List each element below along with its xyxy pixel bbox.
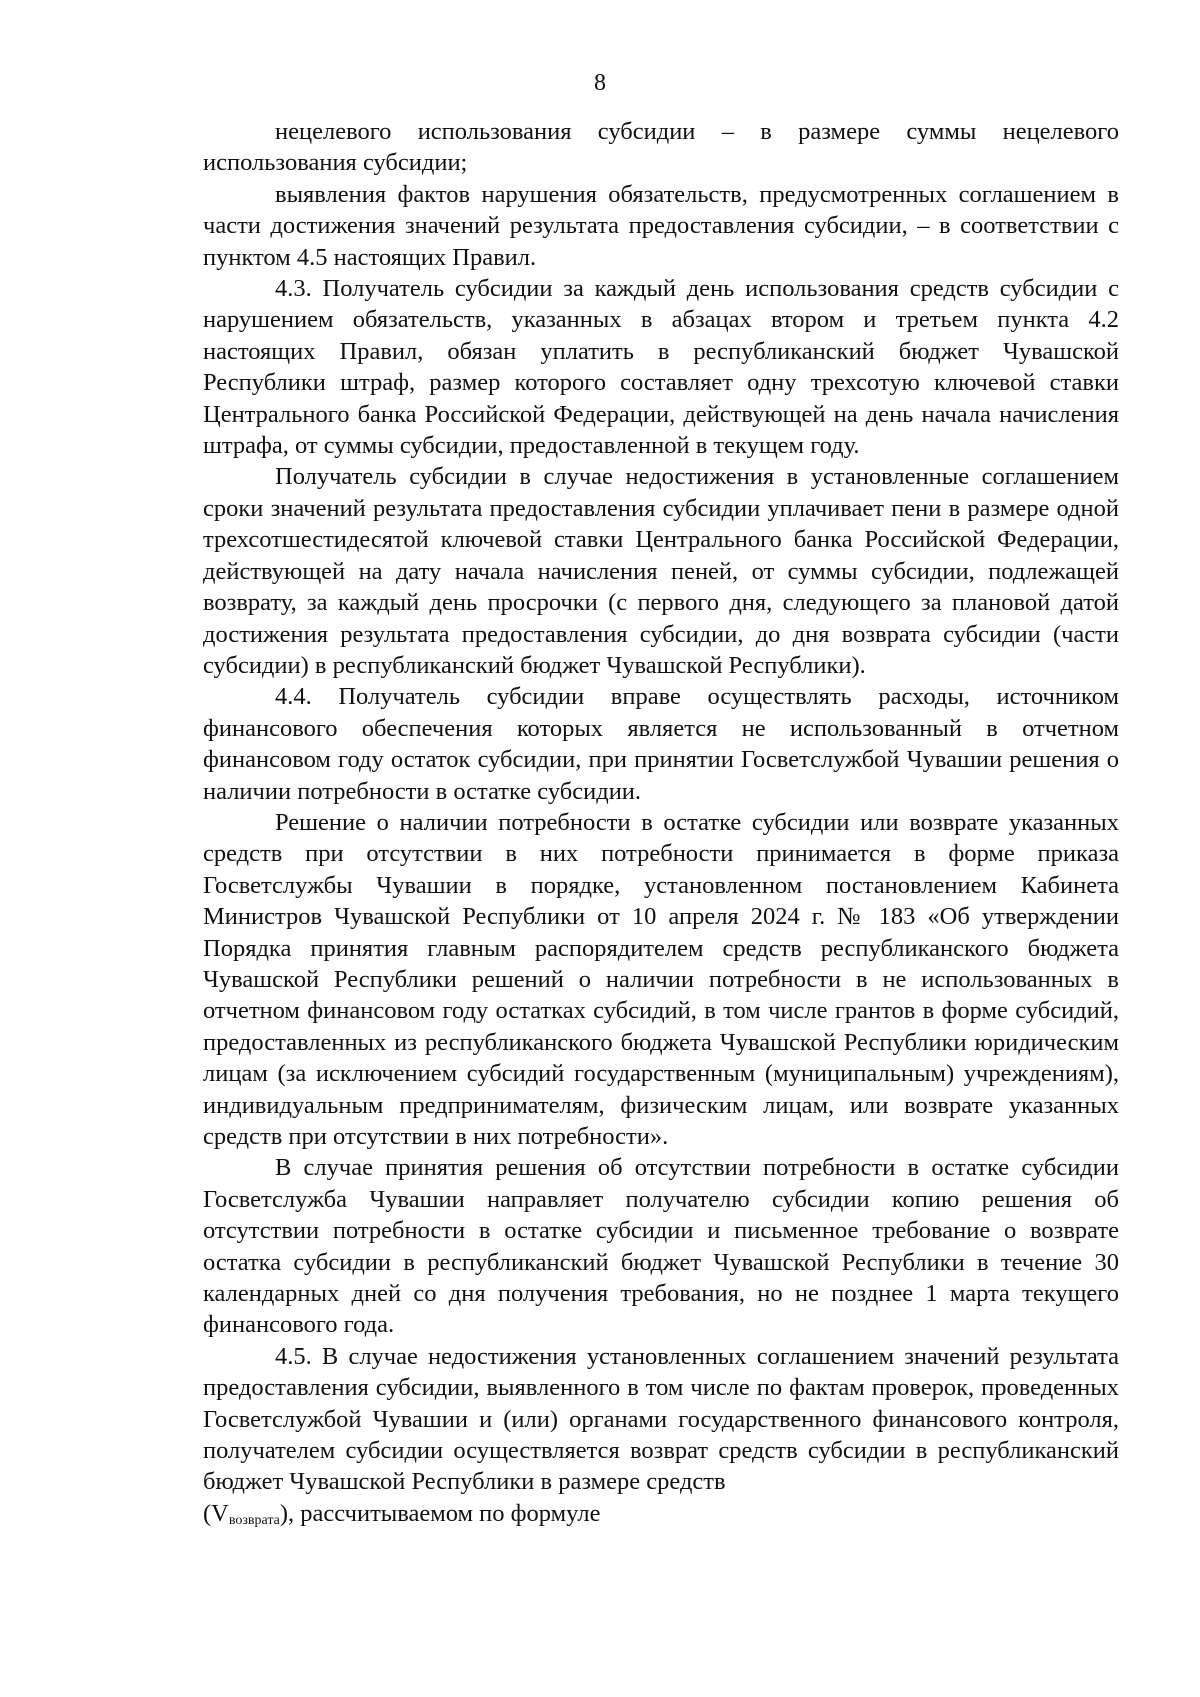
- paragraph-3: 4.3. Получатель субсидии за каждый день использования средств субсидии с нарушением обязательств, указанных в абзацах втором и третьем пункта 4.2 настоящих Правил, обязан уплатить в республиканский бюджет Чувашской Республики штраф, размер которого составляет одну трехсотую ключевой ставки Центрального банка Российской Федерации, действующей на день начала начисления штрафа, от суммы субсидии, предоставленной в текущем году.: [203, 275, 1119, 460]
- paragraph-7: В случае принятия решения об отсутствии потребности в остатке субсидии Госветслужба Чувашии направляет получателю субсидии копию решения об отсутствии потребности в остатке субсидии и письменное требование о возврате остатка субсидии в республиканский бюджет Чувашской Республики в течение 30 календарных дней со дня получения требования, но не позднее 1 марта текущего финансового года.: [203, 1154, 1119, 1339]
- document-body: [203, 116, 1119, 1529]
- formula-line: [203, 1498, 1119, 1529]
- paragraph-1: нецелевого использования субсидии – в размере суммы нецелевого использования субсидии;: [203, 118, 1119, 177]
- formula-symbol: (V: [203, 1499, 229, 1527]
- paragraph-5: 4.4. Получатель субсидии вправе осуществлять расходы, источником финансового обеспечения которых является не использованный в отчетном финансовом году остаток субсидии, при принятии Госветслужбой Чувашии решения о наличии потребности в остатке субсидии.: [203, 683, 1119, 805]
- formula-text: ), рассчитываемом по формуле: [279, 1499, 601, 1527]
- page-number: 8: [594, 70, 606, 96]
- paragraph-4: Получатель субсидии в случае недостижения в установленные соглашением сроки значений результата предоставления субсидии уплачивает пени в размере одной трехсотшестидесятой ключевой ставки Центрального банка Российской Федерации, действующей на дату начала начисления пеней, от суммы субсидии, подлежащей возврату, за каждый день просрочки (с первого дня, следующего за плановой датой достижения результата предоставления субсидии, до дня возврата субсидии (части субсидии) в республиканский бюджет Чувашской Республики).: [203, 463, 1119, 679]
- paragraph-6: Решение о наличии потребности в остатке субсидии или возврате указанных средств при отсутствии в них потребности принимается в форме приказа Госветслужбы Чувашии в порядке, установленном постановлением Кабинета Министров Чувашской Республики от 10 апреля 2024 г. № 183 «Об утверждении Порядка принятия главным распорядителем средств республиканского бюджета Чувашской Республики решений о наличии потребности в не использованных в отчетном финансовом году остатках субсидий, в том числе грантов в форме субсидий, предоставленных из республиканского бюджета Чувашской Республики юридическим лицам (за исключением субсидий государственным (муниципальным) учреждениям), индивидуальным предпринимателям, физическим лицам, или возврате указанных средств при отсутствии в них потребности».: [203, 808, 1119, 1150]
- formula-subscript: возврата: [228, 1512, 280, 1528]
- paragraph-8: 4.5. В случае недостижения установленных соглашением значений результата предоставления субсидии, выявленного в том числе по фактам проверок, проведенных Госветслужбой Чувашии и (или) органами государственного финансового контроля, получателем субсидии осуществляется возврат средств субсидии в республиканский бюджет Чувашской Республики в размере средств: [203, 1342, 1119, 1496]
- paragraph-2: выявления фактов нарушения обязательств, предусмотренных соглашением в части достижения значений результата предоставления субсидии, – в соответствии с пунктом 4.5 настоящих Правил.: [203, 180, 1119, 271]
